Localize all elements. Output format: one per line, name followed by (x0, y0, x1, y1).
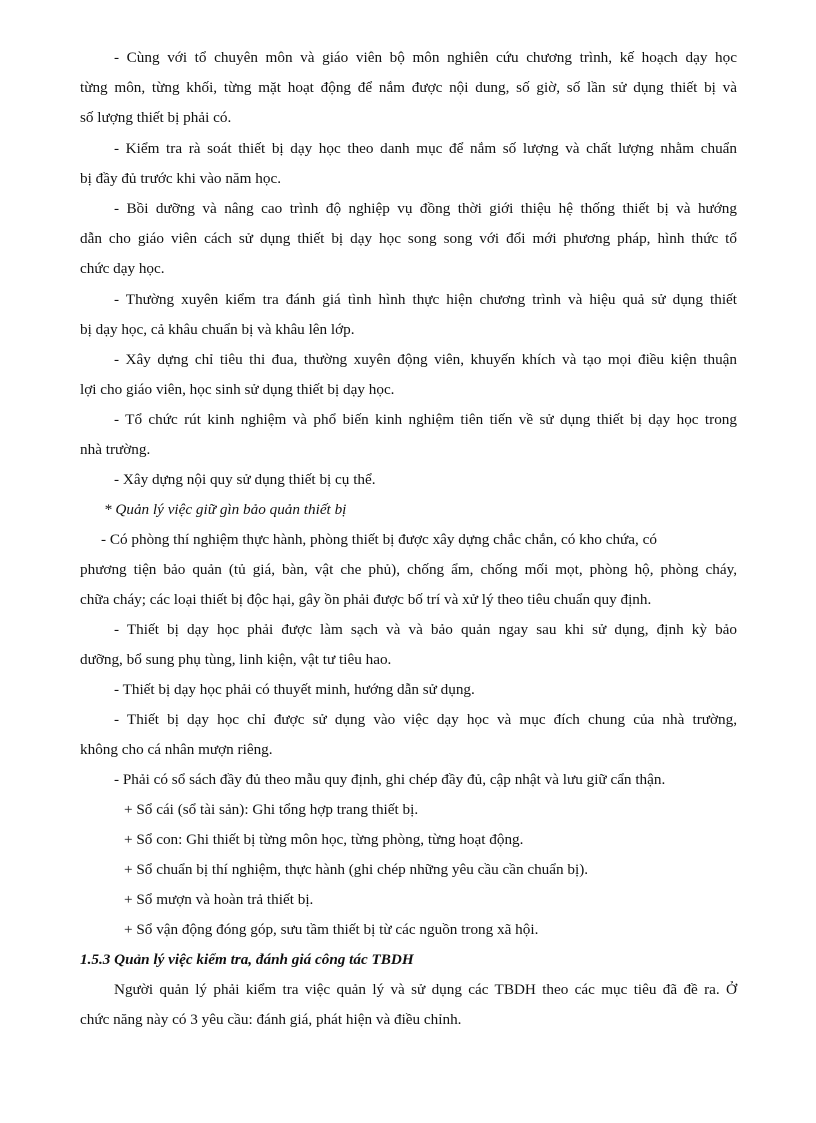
text-line: - Thường xuyên kiểm tra đánh giá tình hình thực hiện chương trình và hiệu quả sử dụng thiết (114, 291, 737, 308)
text-line: - Thiết bị dạy học phải có thuyết minh, hướng dẫn sử dụng. (114, 681, 475, 698)
text-line: dẫn cho giáo viên cách sử dụng thiết bị dạy học song song với đổi mới phương pháp, hình thức tổ (80, 230, 737, 247)
text-line: - Thiết bị dạy học chỉ được sử dụng vào việc dạy học và mục đích chung của nhà trường, (114, 711, 737, 728)
text-line: - Kiểm tra rà soát thiết bị dạy học theo danh mục để nắm số lượng và chất lượng nhằm chuẩn (114, 140, 737, 157)
section-heading: 1.5.3 Quản lý việc kiểm tra, đánh giá công tác TBDH (80, 951, 414, 968)
text-line: - Tổ chức rút kinh nghiệm và phổ biến kinh nghiệm tiên tiến về sử dụng thiết bị dạy học trong (114, 411, 737, 428)
text-line: + Sổ vận động đóng góp, sưu tầm thiết bị từ các nguồn trong xã hội. (124, 921, 539, 938)
text-line: chữa cháy; các loại thiết bị độc hại, gây ồn phải được bố trí và xử lý theo tiêu chuẩn quy định. (80, 591, 652, 608)
text-line: - Xây dựng chỉ tiêu thi đua, thường xuyên động viên, khuyến khích và tạo mọi điều kiện thuận (114, 351, 737, 368)
subsection-heading: * Quản lý việc giữ gìn bảo quản thiết bị (104, 501, 347, 518)
text-line: - Phải có sổ sách đầy đủ theo mẫu quy định, ghi chép đầy đủ, cập nhật và lưu giữ cẩn thận. (114, 771, 666, 788)
text-line: - Bồi dưỡng và nâng cao trình độ nghiệp vụ đồng thời giới thiệu hệ thống thiết bị và hướng (114, 200, 737, 217)
text-line: + Sổ cái (sổ tài sản): Ghi tổng hợp trang thiết bị. (124, 801, 419, 818)
text-line: từng môn, từng khối, từng mặt hoạt động để nắm được nội dung, số giờ, số lần sử dụng thiết bị và (80, 79, 737, 96)
text-line: bị đầy đủ trước khi vào năm học. (80, 170, 281, 187)
text-line: - Thiết bị dạy học phải được làm sạch và và bảo quản ngay sau khi sử dụng, định kỳ bảo (114, 621, 737, 638)
text-line: bị dạy học, cả khâu chuẩn bị và khâu lên lớp. (80, 321, 355, 338)
text-line: lợi cho giáo viên, học sinh sử dụng thiết bị dạy học. (80, 381, 395, 398)
text-line: + Sổ mượn và hoàn trả thiết bị. (124, 891, 314, 908)
text-line: + Sổ con: Ghi thiết bị từng môn học, từng phòng, từng hoạt động. (124, 831, 524, 848)
text-line: chức năng này có 3 yêu cầu: đánh giá, phát hiện và điều chỉnh. (80, 1011, 462, 1028)
text-line: - Cùng với tổ chuyên môn và giáo viên bộ môn nghiên cứu chương trình, kế hoạch dạy học (114, 49, 737, 66)
text-line: dưỡng, bổ sung phụ tùng, linh kiện, vật tư tiêu hao. (80, 651, 392, 668)
text-line: nhà trường. (80, 441, 151, 458)
text-line: + Sổ chuẩn bị thí nghiệm, thực hành (ghi chép những yêu cầu cần chuẩn bị). (124, 861, 589, 878)
text-line: - Có phòng thí nghiệm thực hành, phòng thiết bị được xây dựng chắc chắn, có kho chứa, có (101, 531, 657, 548)
text-line: - Xây dựng nội quy sử dụng thiết bị cụ thể. (114, 471, 376, 488)
text-line: số lượng thiết bị phải có. (80, 109, 232, 126)
text-line: chức dạy học. (80, 260, 165, 277)
text-line: phương tiện bảo quản (tủ giá, bàn, vật che phủ), chống ẩm, chống mối mọt, phòng hộ, phòng cháy, (80, 561, 737, 578)
text-line: không cho cá nhân mượn riêng. (80, 741, 273, 758)
text-line: Người quản lý phải kiểm tra việc quản lý và sử dụng các TBDH theo các mục tiêu đã đề ra. Ở (114, 981, 737, 998)
